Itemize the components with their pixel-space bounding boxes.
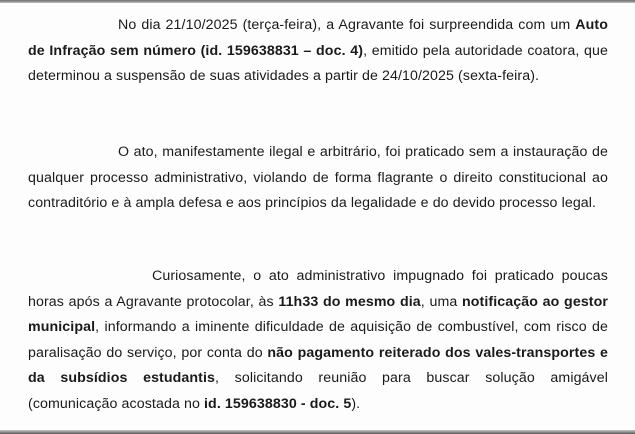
text-run: O ato, manifestamente ilegal e arbitrário, foi praticado sem a instauração de qualquer processo administrativo, violando de forma flagrante o direito constitucional ao contraditório e à ampla defesa e aos princípios da legalidade e do devido processo legal. [28,144,608,212]
text-run-bold: não pagamento reiterado dos vales-transportes e da subsídios estudantis [28,344,608,387]
text-run-bold: 11h33 do mesmo dia [278,293,421,310]
text-run-bold: Auto de Infração sem número (id. 159638831 – doc. 4) [28,17,608,59]
page-bottom-edge [0,430,635,434]
page-top-edge [0,0,635,3]
text-run: ). [351,395,361,412]
text-run: No dia 21/10/2025 (terça-feira), a Agravante foi surpreendida com um [118,17,576,33]
paragraph-curiosamente [28,264,608,418]
text-run: , informando a iminente dificuldade de aquisição de combustível, com risco de paralisação do serviço, por conta do [28,319,608,361]
text-run: , solicitando reunião para buscar solução amigável (comunicação acostada no [28,370,608,412]
text-run: , uma [420,293,463,310]
paragraph-auto-infracao [28,13,608,90]
text-run-bold: id. 159638830 - doc. 5 [204,395,352,412]
text-run-bold: notificação ao gestor municipal [28,293,609,336]
paragraph-ato-ilegal [28,140,608,217]
text-run: Curiosamente, o ato administrativo impugnado foi praticado poucas horas após a Agravante protocolar, às [28,268,608,310]
text-run: , emitido pela autoridade coatora, que determinou a suspensão de suas atividades a partir de 24/10/2025 (sexta-feira). [28,42,608,85]
